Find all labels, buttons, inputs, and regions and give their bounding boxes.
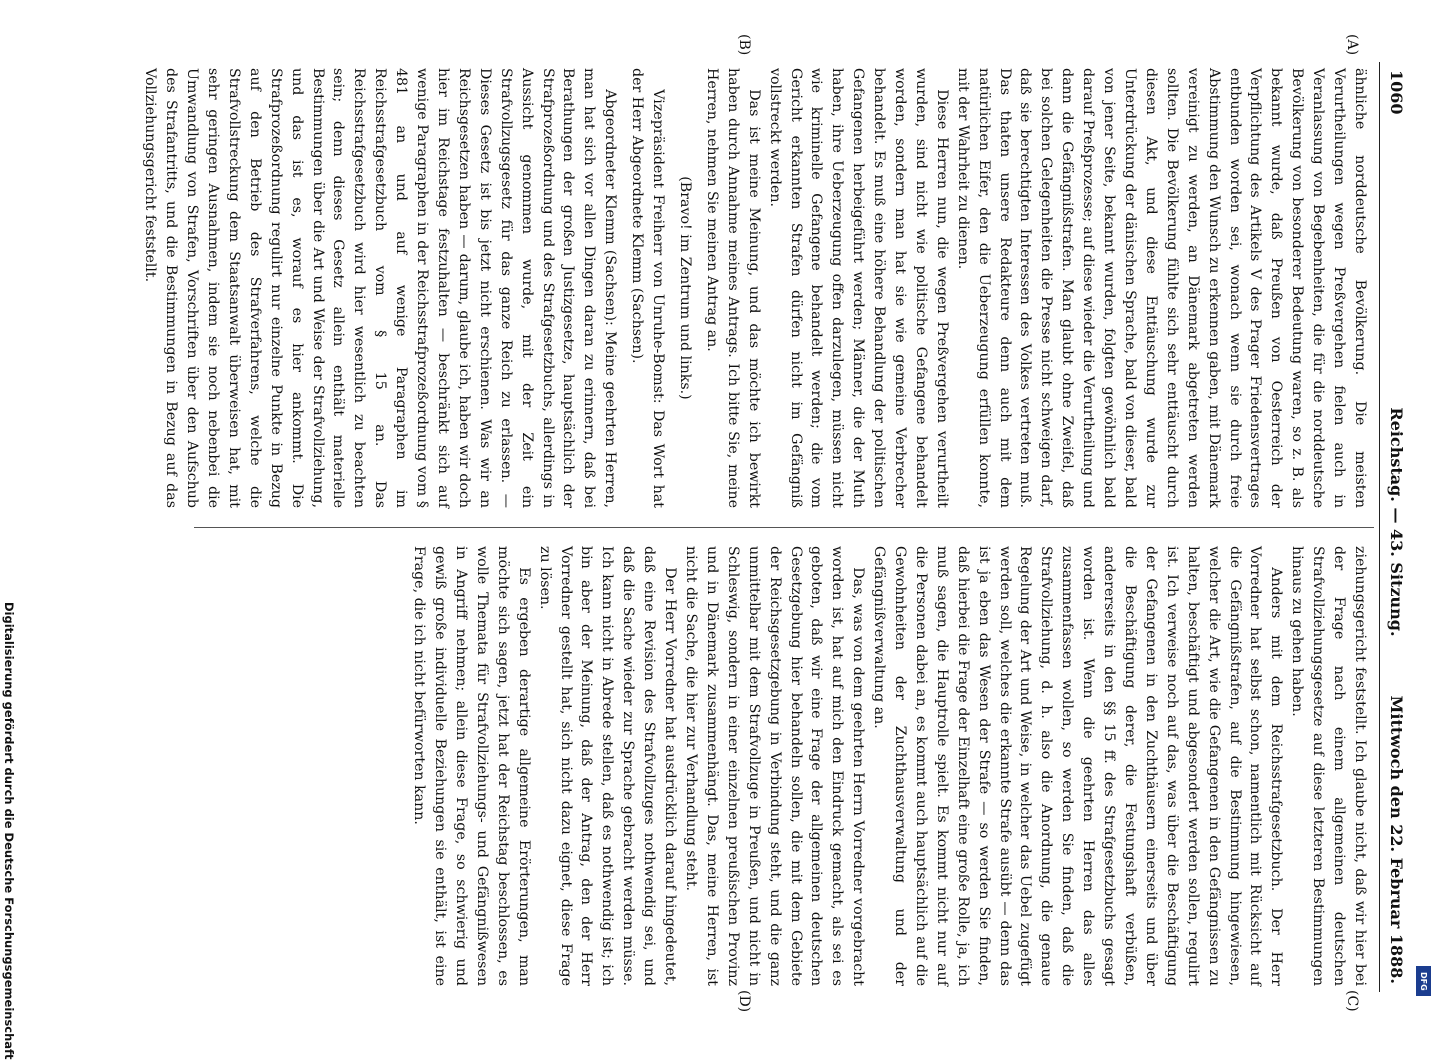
dfg-logo-icon: DFG [1416,966,1431,996]
margin-marker-b: (B) [736,34,752,56]
paragraph: Es ergeben derartige allgemeine Erörterungen, man möchte sich sagen, jetzt hat der Reichstag beschlossen, es wolle Themata für Strafvollziehungs- und Gefängnißwesen in Angriff nehmen; allein diese Frage, so schwierig und gewiß große individuelle Beziehungen sie enthält, ist eine Frage, die ich nicht befürworten kann. [411,546,532,986]
paragraph: Das ist meine Meinung, und das möchte ich bewirkt haben durch Annahme meines Antrags. Ich bitte Sie, meine Herren, nehmen Sie meinen Antrag an. [703,68,762,508]
page-header [1379,62,1410,992]
applause-note: (Bravo! im Zentrum und links.) [677,176,693,400]
digitization-strip [1414,0,1432,1000]
margin-marker-a: (A) [1344,34,1360,56]
rotated-sheet [70,34,1410,1013]
paragraph: Das, was von dem geehrten Herrn Vorredner vorgebracht worden ist, hat auf mich den Eindruck gemacht, als sei es geboten, daß wir eine Frage der allgemeinen deutschen Gesetzgebung hier behandeln sollen, die mit dem Gebiete der Reichsgesetzgebung in Verbindung steht, und die ganz unmittelbar mit dem Strafvollzuge in Preußen, und nicht in Schleswig, sondern in einer einzelnen preußischen Provinz und in Dänemark zusammenhängt. Das, meine Herren, ist nicht die Sache, die hier zur Verhandlung steht. [683,546,867,986]
paragraph: Anders mit dem Reichsstrafgesetzbuch. Der Herr Vorredner hat selbst schon, namentlich mit Rücksicht auf die Gefängnißstrafen, auf die Bestimmung hingewiesen, welcher die Art, wie die Gefangenen in den Gefängnissen zu halten, beschäftigt und abgesondert werden sollen, regulirt ist. Ich verweise noch auf das, was über die Beschäftigung der Gefangenen in den Zuchthäusern einerseits und über die Beschäftigung derer, die Festungshaft verbüßen, andererseits in den §§ 15 ff. des Strafgesetzbuchs gesagt worden ist. Wenn die geehrten Herren das alles zusammenfassen wollen, so werden Sie finden, daß die Strafvollziehung, d. h. also die Anordnung, die genaue Regelung der Art und Weise, in welcher das Uebel zugefügt werden soll, welches die erkannte Strafe ausübt — denn das ist ja eben das Wesen der Strafe — so werden Sie finden, daß hierbei die Frage der Einzelhaft eine große Rolle, ja, ich muß sagen, die Hauptrolle spielt. Es kommt nicht nur auf die Personen dabei an, es kommt auch hauptsächlich auf die Gewohnheiten der Zuchthausverwaltung und der Gefängnißverwaltung an. [871,546,1285,986]
margin-marker-d: (D) [736,990,752,1013]
right-column [408,546,1370,986]
page-number: 1060 [1387,70,1406,115]
margin-marker-c: (C) [1344,990,1360,1012]
left-column [139,68,1370,508]
speaker-intro: Vizepräsident Freiherr von Unruhe-Bomst: Das Wort hat der Herr Abgeordnete Klemm (Sachsen). [629,68,667,508]
digitization-credit: Digitalisierung gefördert durch die Deutsche Forschungsgemeinschaft [2,602,16,1060]
paragraph: ähnliche norddeutsche Bevölkerung. Die meisten Verurtheilungen wegen Preßvergehen fielen auch in Veranlassung von Begebenheiten, die für die norddeutsche Bevölkerung von besonderer Bedeutung waren, so z. B. als bekannt wurde, daß Preußen von Oesterreich der Verpflichtung des Artikels V des Prager Friedensvertrages entbunden worden sei, wonach wenn sie durch freie Abstimmung den Wunsch zu erkennen gaben, mit Dänemark vereinigt zu werden, an Dänemark abgetreten werden sollten. Die Bevölkerung fühlte sich sehr enttäuscht durch diesen Akt, und diese Enttäuschung wurde zur Unterdrückung der dänischen Sprache, bald von dieser, bald von jener Seite, bekannt wurden, folgten gewöhnlich bald darauf Preßprozesse; auf diese wieder die Verurtheilung und dann die Gefängnißstrafen. Man glaubt ohne Zweifel, daß bei solchen Gelegenheiten die Presse nicht schweigen darf, daß sie berechtigten Interessen des Volkes vertreten muß. Das thaten unsere Redakteure denn auch mit dem natürlichen Eifer, den die Ueberzeugung erfüllen konnte, mit der Wahrheit zu dienen. [954,68,1368,508]
page-title: Reichstag. — 43. Sitzung. [1387,407,1406,637]
paragraph: Diese Herren nun, die wegen Preßvergehen verurtheilt wurden, sind nicht wie politische Gefangene behandelt worden, sondern man hat sie wie gemeine Verbrecher behandelt. Es muß eine höhere Behandlung der politischen Gefangenen herbeigeführt werden; Männer, die der Muth haben, ihre Ueberzeugung offen darzulegen, müssen nicht wie kriminelle Gefangene behandelt werden; die vom Gericht erkannten Strafen dürfen nicht im Gefängniß vollstreckt werden. [766,68,950,508]
paragraph: Der Herr Vorredner hat ausdrücklich darauf hingedeutet, daß eine Revision des Strafvollzuges nothwendig sei, und daß die Sache wieder zur Sprache gebracht werden müsse. Ich kann nicht in Abrede stellen, daß es nothwendig ist; ich bin aber der Meinung, daß der Antrag, den der Herr Vorredner gestellt hat, sich nicht dazu eignet, diese Frage zu lösen. [536,546,679,986]
session-date: Mittwoch den 22. Februar 1888. [1387,695,1406,984]
speech-paragraph: Abgeordneter Klemm (Sachsen): Meine geehrten Herren, man hat sich vor allen Dingen daran zu erinnern, daß bei Berathungen der großen Justizgesetze, hauptsächlich der Strafprozeßordnung und des Strafgesetzbuchs, allerdings in Aussicht genommen wurde, mit der Zeit ein Strafvollzugsgesetz für das ganze Reich zu erlassen. — Dieses Gesetz ist bis jetzt nicht erschienen. Was wir an Reichsgesetzen haben — darum, glaube ich, haben wir doch hier im Reichstage festzuhalten — beschränkt sich auf wenige Paragraphen in der Reichsstrafprozeßordnung vom § 481 an und auf wenige Paragraphen im Reichsstrafgesetzbuch vom § 15 an. Das Reichsstrafgesetzbuch wird hier wesentlich zu beachten sein; denn dieses Gesetz allein enthält materielle Bestimmungen über die Art und Weise der Strafvollziehung, und das ist es, worauf es hier ankommt. Die Strafprozeßordnung regulirt nur einzelne Punkte in Bezug auf den Betrieb des Strafverfahrens, welche die Strafvollstreckung dem Staatsanwalt überweisen hat, mit sehr geringen Ausnahmen, indem sie noch nebenbei die Umwandlung von Strafen, Vorschriften über den Aufschub des Strafantritts, und die Bestimmungen in Bezug auf das Vollziehungsgericht feststellt. [142,68,619,508]
column-divider [194,527,1374,528]
paragraph: ziehungsgericht feststellt. Ich glaube nicht, daß wir hier bei der Frage nach einem allgemeinen deutschen Strafvollziehungsgesetze auf diese letzteren Bestimmungen hinaus zu gehen haben. [1289,546,1368,986]
